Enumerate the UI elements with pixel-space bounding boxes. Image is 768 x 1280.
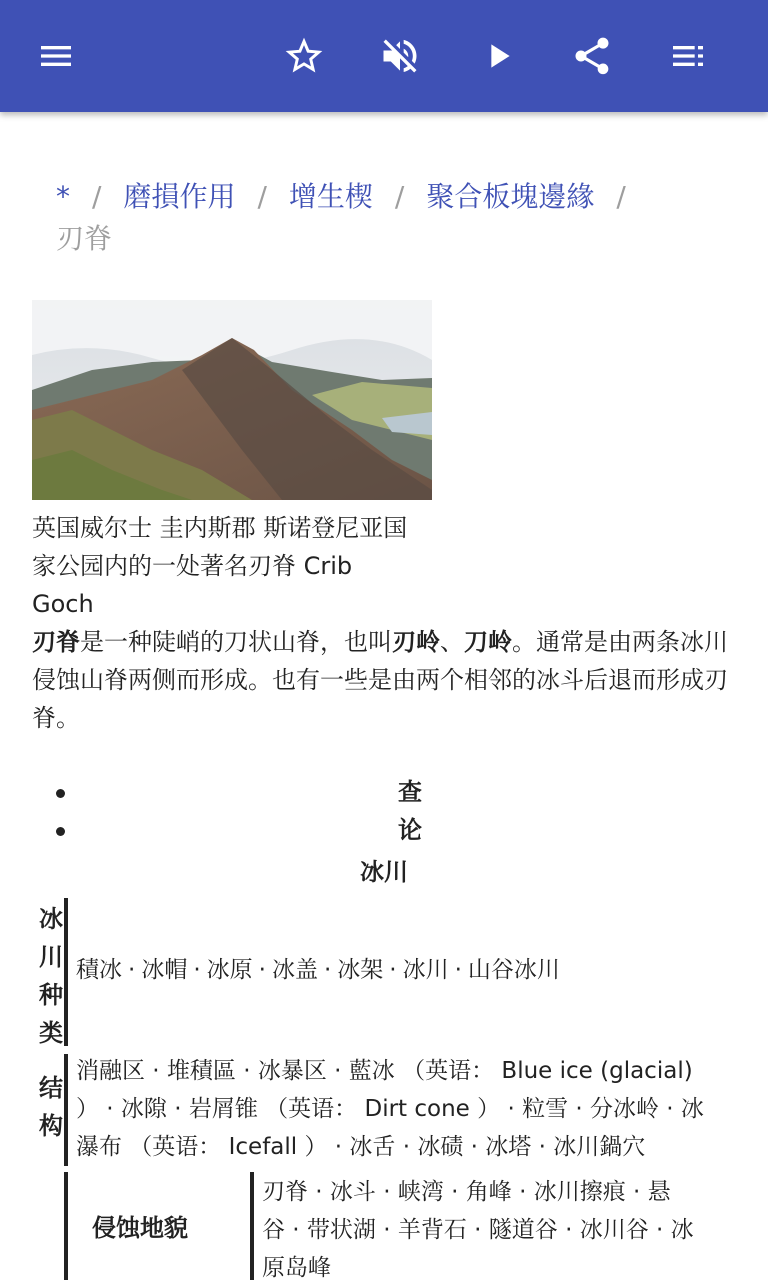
breadcrumb-separator: / [394,180,405,213]
list-link[interactable]: 山谷冰川 [467,957,560,983]
star-icon[interactable] [276,28,332,84]
breadcrumb [56,176,746,260]
breadcrumb-item-accretionary-wedge[interactable]: 增生楔 [288,180,373,213]
label-char: 川 [39,943,63,971]
breadcrumb-current: 刃脊 [56,222,113,255]
intro-term: 刃脊 [32,628,80,656]
list-line[interactable]: 原岛峰 [262,1255,331,1280]
talk-link[interactable]: 论 [398,816,422,844]
list-link[interactable]: 冰架 [337,957,384,983]
view-link[interactable]: 查 [398,778,422,806]
label-char: 冰 [39,905,63,933]
navbox-group-label-types [34,900,68,1052]
breadcrumb-item-abrasion[interactable]: 磨損作用 [123,180,236,213]
breadcrumb-separator: / [616,180,626,213]
image-caption [32,509,442,623]
list-item [56,776,426,814]
intro-separator: 、 [440,628,464,656]
article-image[interactable] [32,300,432,500]
list-line[interactable]: 瀑布 （英语： Icefall ） · 冰舌 · 冰碛 · 冰塔 · 冰川鍋穴 [76,1134,646,1160]
list-link[interactable]: 冰帽 [141,957,188,983]
list-line[interactable]: ） · 冰隙 · 岩屑锥 （英语： Dirt cone ） · 粒雪 · 分冰岭 · 冰 [76,1096,704,1122]
breadcrumb-item-root[interactable]: * [56,180,70,213]
list-link[interactable]: 冰盖 [271,957,318,983]
intro-alias: 刃岭 [392,628,440,656]
navbox-list-types: 積冰 · 冰帽 · 冰原 · 冰盖 · 冰架 · 冰川 · 山谷冰川 [76,957,560,983]
label-char: 类 [39,1019,63,1047]
list-item [56,814,426,852]
menu-icon[interactable] [28,28,84,84]
play-icon[interactable] [470,28,526,84]
intro-text: 是一种陡峭的刀状山脊，也叫 [80,628,392,656]
navbox-group-label-erosional: 侵蚀地貌 [92,1214,188,1242]
intro-alias: 刀岭 [464,628,512,656]
mute-icon[interactable] [372,28,428,84]
navbox-title[interactable]: 冰川 [360,858,408,886]
bullet-icon [56,827,65,836]
list-line[interactable]: 刃脊 · 冰斗 · 峡湾 · 角峰 · 冰川擦痕 · 悬 [262,1179,671,1205]
navbox-group-label-structure [34,1069,68,1145]
list-icon[interactable] [660,28,716,84]
label-char: 结 [39,1074,63,1102]
navbox-view-talk-list [56,776,426,852]
divider [64,898,68,1046]
label-char: 种 [39,981,63,1009]
list-line[interactable]: 消融区 · 堆積區 · 冰暴区 · 藍冰 （英语： Blue ice (glacial) [76,1058,693,1084]
intro-paragraph [32,623,744,737]
navbox-list-structure [76,1052,764,1166]
app-bar [0,0,768,112]
breadcrumb-separator: / [92,180,102,213]
share-icon[interactable] [564,28,620,84]
caption-line: Goch [32,590,94,618]
divider [64,1054,68,1166]
list-link[interactable]: 冰川 [402,957,449,983]
list-link[interactable]: 冰原 [206,957,253,983]
list-line[interactable]: 谷 · 带状湖 · 羊背石 · 隧道谷 · 冰川谷 · 冰 [262,1217,694,1243]
navbox-list-erosional [262,1173,762,1280]
label-char: 构 [39,1112,63,1140]
caption-line: 英国威尔士 圭内斯郡 斯诺登尼亚国 [32,514,408,542]
divider [250,1172,254,1280]
divider [64,1172,68,1280]
intro-text: 。通常是由两条冰川侵蚀山脊两侧而形成。也有一些是由两个相邻的冰斗后退而形成刃脊。 [32,628,728,732]
caption-line: 家公园内的一处著名刃脊 Crib [32,552,353,580]
breadcrumb-separator: / [257,180,267,213]
list-link[interactable]: 積冰 [76,957,122,983]
breadcrumb-item-convergent-boundary[interactable]: 聚合板塊邊緣 [426,180,595,213]
bullet-icon [56,789,65,798]
